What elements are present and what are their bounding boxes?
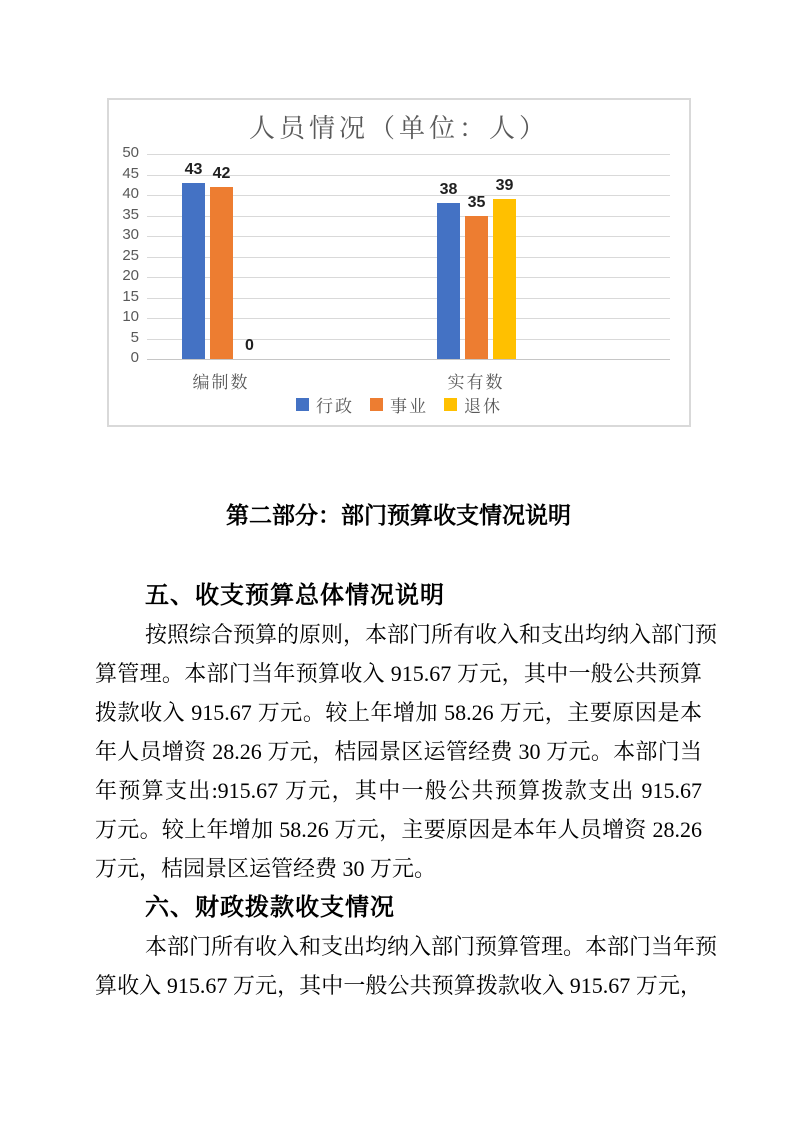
legend-label: 事业: [390, 397, 428, 416]
bar-行政: [437, 181, 460, 359]
bar-group-2: [437, 177, 516, 359]
text-line: 本部门所有收入和支出均纳入部门预算管理。本部门当年预: [145, 934, 718, 959]
bar-rect: [437, 203, 460, 359]
plot-area: [122, 144, 670, 392]
legend-swatch: [296, 398, 309, 411]
bar-value-label: 38: [439, 181, 458, 199]
bar-rect: [210, 187, 233, 359]
y-axis-tick-label: 15: [122, 287, 139, 305]
bar-value-label: 42: [212, 164, 231, 182]
legend-item-行政: [296, 392, 354, 417]
text-line: 算收入 915.67 万元，其中一般公共预算拨款收入 915.67 万元，: [95, 973, 702, 998]
legend-label: 退休: [464, 397, 502, 416]
bar-group-1: [182, 160, 261, 359]
y-axis-tick-label: 30: [122, 226, 139, 243]
text-line: 算管理。本部门当年预算收入 915.67 万元，其中一般公共预算: [95, 661, 702, 686]
text-line: 按照综合预算的原则，本部门所有收入和支出均纳入部门预: [145, 622, 718, 647]
bar-rect: [493, 199, 516, 359]
bar-退休: [493, 177, 516, 359]
category-label: 编制数: [192, 373, 250, 392]
legend-swatch: [370, 398, 383, 411]
bar-value-label: 0: [245, 337, 254, 354]
chart-title: 人员情况（单位：人）: [248, 114, 549, 143]
bar-rect: [182, 183, 205, 359]
gridline: [147, 359, 670, 360]
legend-item-事业: [370, 392, 428, 417]
y-axis-tick-label: 35: [122, 205, 139, 223]
bar-事业: [465, 193, 488, 360]
y-axis-tick-label: 40: [122, 185, 139, 202]
legend-swatch: [444, 398, 457, 411]
bar-rect: [465, 216, 488, 360]
bar-value-label: 35: [467, 193, 486, 211]
gridline: [147, 154, 670, 155]
y-axis-tick-label: 0: [130, 349, 139, 366]
text-line: 拨款收入 915.67 万元。较上年增加 58.26 万元，主要原因是本: [95, 700, 702, 725]
y-axis-tick-label: 25: [122, 246, 139, 264]
legend-label: 行政: [316, 397, 354, 416]
chart-legend: [109, 392, 689, 417]
y-axis-tick-label: 45: [122, 164, 139, 182]
text-line: 年预算支出:915.67 万元，其中一般公共预算拨款支出 915.67: [95, 778, 702, 803]
section-heading: 五、收支预算总体情况说明: [145, 582, 445, 609]
y-axis-tick-label: 20: [122, 267, 139, 284]
category-label: 实有数: [447, 373, 505, 392]
text-line: 万元，桔园景区运管经费 30 万元。: [95, 856, 437, 881]
legend-item-退休: [444, 392, 502, 417]
personnel-chart: [107, 98, 691, 427]
y-axis-tick-label: 10: [122, 308, 139, 325]
text-line: 年人员增资 28.26 万元，桔园景区运管经费 30 万元。本部门当: [95, 739, 702, 764]
text-line: 万元。较上年增加 58.26 万元，主要原因是本年人员增资 28.26: [95, 817, 702, 842]
bar-value-label: 39: [495, 177, 514, 195]
bar-行政: [182, 160, 205, 359]
text-sections: [95, 576, 718, 1005]
section-heading: 六、财政拨款收支情况: [145, 894, 395, 921]
y-axis-tick-label: 50: [122, 144, 139, 161]
part-heading: 第二部分：部门预算收支情况说明: [226, 502, 571, 528]
bar-事业: [210, 164, 233, 359]
y-axis-tick-label: 5: [130, 328, 139, 346]
document-body: [95, 496, 718, 1005]
bar-value-label: 43: [184, 160, 203, 178]
